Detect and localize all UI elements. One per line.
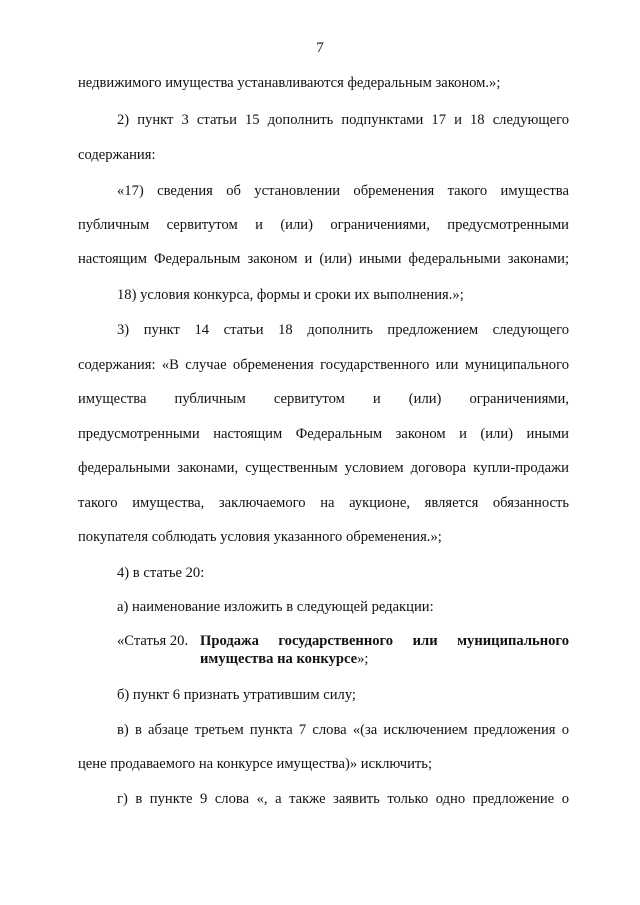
text-line: предусмотренными настоящим Федеральным законом и (или) иными — [78, 426, 569, 442]
text-line: федеральными законами, существенным условием договора купли-продажи — [78, 460, 569, 476]
text-line: такого имущества, заключаемого на аукционе, является обязанность — [78, 495, 569, 511]
text-line: цене продаваемого на конкурсе имущества)» исключить; — [78, 756, 433, 772]
article-title — [200, 632, 569, 668]
text-line: содержания: «В случае обременения государственного или муниципального — [78, 357, 569, 373]
text-line: в) в абзаце третьем пункта 7 слова «(за исключением предложения о — [117, 722, 569, 738]
text-line: 2) пункт 3 статьи 15 дополнить подпунктами 17 и 18 следующего — [117, 112, 569, 128]
text-line: покупателя соблюдать условия указанного обременения.»; — [78, 529, 442, 545]
text-line: настоящим Федеральным законом и (или) иными федеральными законами; — [78, 251, 569, 267]
text-line: 18) условия конкурса, формы и сроки их выполнения.»; — [117, 287, 464, 303]
article-title-line-1: Продажа государственного или муниципального — [200, 633, 569, 649]
article-title-line-2: имущества на конкурсе — [200, 651, 358, 667]
text-line: публичным сервитутом и (или) ограничениями, предусмотренными — [78, 217, 569, 233]
text-line: г) в пункте 9 слова «, а также заявить только одно предложение о — [117, 791, 569, 807]
text-line: содержания: — [78, 147, 156, 163]
text-line: «17) сведения об установлении обременения такого имущества — [117, 183, 569, 199]
article-label: «Статья 20. — [117, 633, 189, 649]
text-line: 4) в статье 20: — [117, 565, 205, 581]
text-line: 3) пункт 14 статьи 18 дополнить предложением следующего — [117, 322, 569, 338]
text-line: имущества публичным сервитутом и (или) ограничениями, — [78, 391, 569, 407]
text-line: б) пункт 6 признать утратившим силу; — [117, 687, 356, 703]
article-title-tail: »; — [357, 651, 369, 667]
text-line: недвижимого имущества устанавливаются федеральным законом.»; — [78, 75, 501, 91]
page-number: 7 — [316, 40, 324, 56]
text-line: а) наименование изложить в следующей редакции: — [117, 599, 434, 615]
